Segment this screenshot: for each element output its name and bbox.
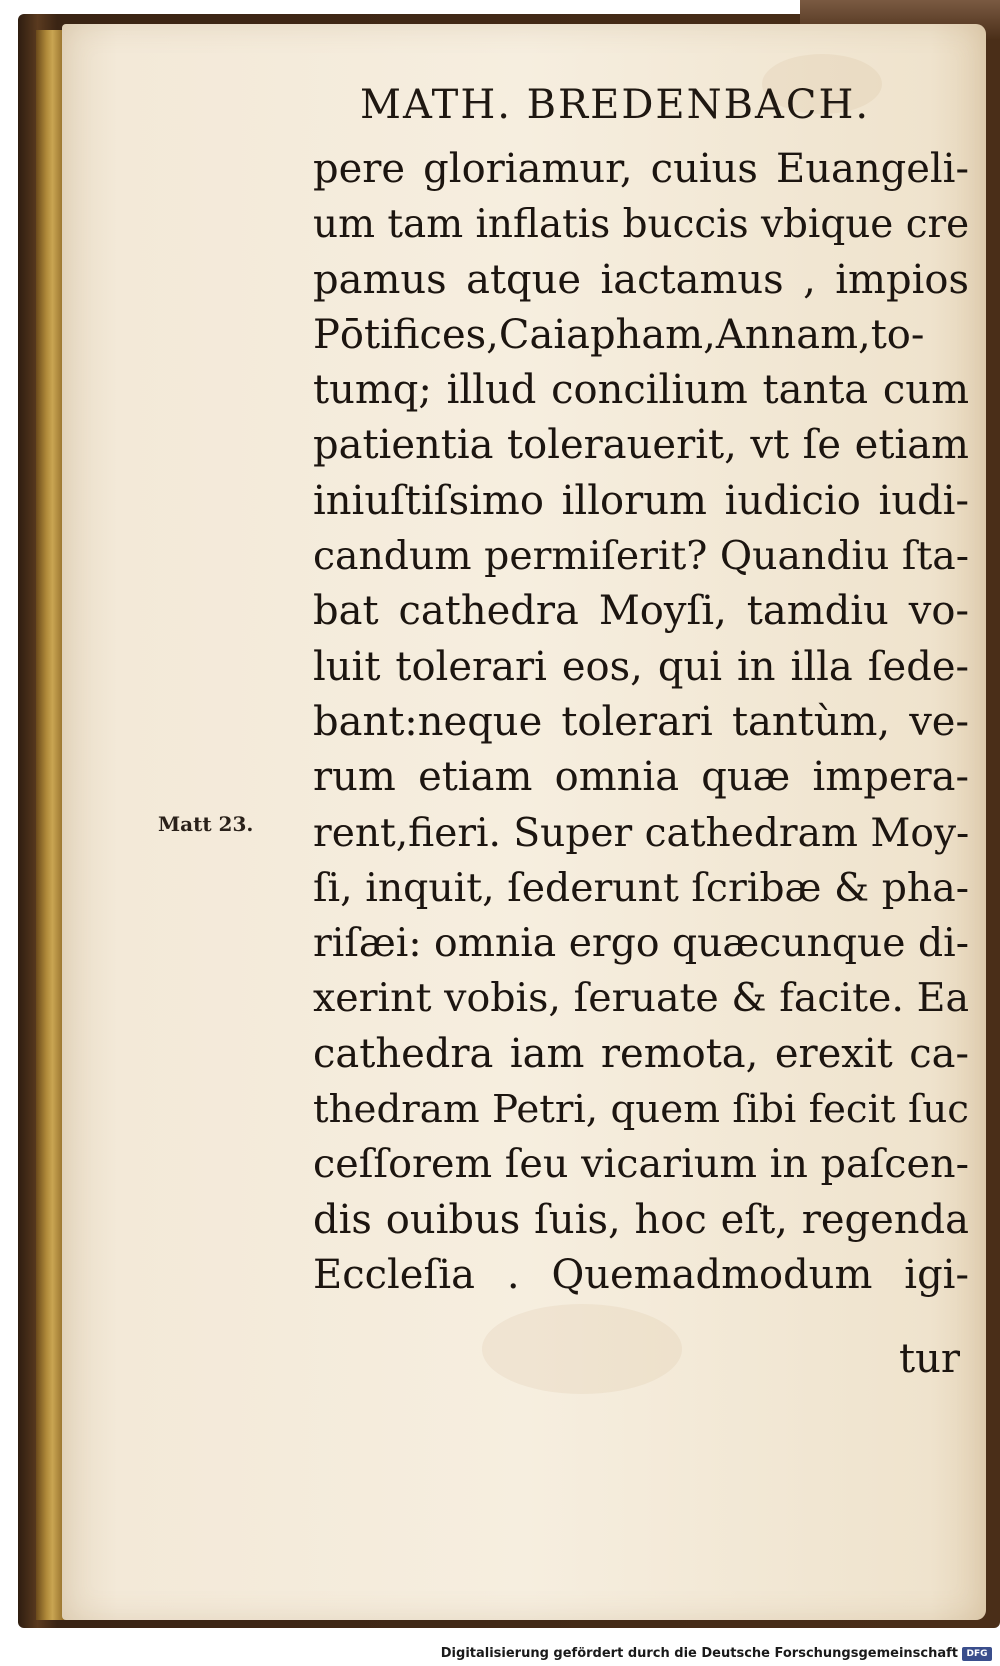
- running-head: MATH. BREDENBACH.: [360, 82, 871, 128]
- text-line: Pōtifices,Caiapham,Annam,to-: [313, 311, 925, 358]
- text-line: rum etiam omnia quæ impera-: [313, 754, 969, 801]
- dfg-logo-icon[interactable]: DFG: [962, 1647, 992, 1661]
- text-line: patientia tolerauerit, vt ſe etiam: [313, 422, 969, 469]
- text-line: thedram Petri, quem ſibi fecit ſuc: [313, 1087, 969, 1133]
- text-line: ceſſorem ſeu vicarium in paſcen-: [313, 1141, 969, 1188]
- text-line: dis ouibus ſuis, hoc eſt, regenda: [313, 1196, 969, 1243]
- text-line: rent,fieri. Super cathedram Moy-: [313, 810, 970, 856]
- footer-bar: [0, 1644, 1000, 1666]
- text-line: ſi, inquit, ſederunt ſcribæ & pha-: [313, 864, 969, 911]
- catchword: tur: [899, 1336, 960, 1382]
- text-line: Eccleſia . Quemadmodum igi-: [313, 1251, 969, 1298]
- paper-stain: [482, 1304, 682, 1394]
- text-line: iniuſtiſsimo illorum iudicio iudi-: [313, 477, 969, 524]
- text-line: bat cathedra Moyſi, tamdiu vo-: [313, 588, 969, 635]
- funding-credit: Digitalisierung gefördert durch die Deutsche Forschungsgemeinschaft: [440, 1646, 958, 1661]
- text-line: luit tolerari eos, qui in illa ſede-: [313, 643, 969, 690]
- body-text: [313, 142, 969, 1303]
- text-line: tumq; illud concilium tanta cum: [313, 367, 969, 414]
- text-line: candum permiſerit? Quandiu ſta-: [313, 533, 969, 580]
- text-line: um tam inflatis buccis vbique cre: [313, 202, 970, 248]
- text-line: riſæi: omnia ergo quæcunque di-: [313, 921, 969, 967]
- marginal-note: Matt 23.: [158, 812, 254, 836]
- text-line: bant:neque tolerari tantùm, ve-: [313, 698, 969, 745]
- text-line: cathedra iam remota, erexit ca-: [313, 1030, 969, 1077]
- text-line: pere gloriamur, cuius Euangeli-: [313, 146, 969, 192]
- text-line: pamus atque iactamus , impios: [313, 256, 969, 303]
- text-line: xerint vobis, ſeruate & facite. Ea: [313, 975, 969, 1022]
